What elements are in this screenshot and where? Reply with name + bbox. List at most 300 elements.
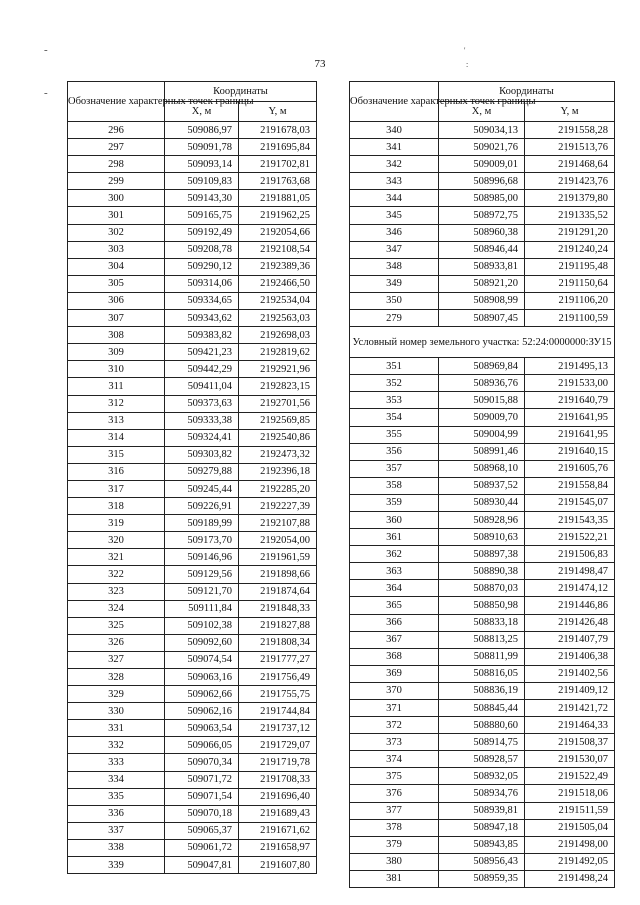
table-row (68, 463, 317, 480)
x-coordinate-cell: 509189,99 (165, 515, 239, 532)
y-coordinate-cell: 2191671,62 (239, 822, 317, 839)
x-coordinate-cell: 508910,63 (439, 529, 525, 546)
table-row (68, 412, 317, 429)
x-coordinate-cell: 509226,91 (165, 498, 239, 515)
table-row (68, 634, 317, 651)
x-coordinate-cell: 509093,14 (165, 156, 239, 173)
table-row (68, 480, 317, 497)
point-number-cell: 349 (350, 275, 439, 292)
point-number-cell: 360 (350, 511, 439, 528)
y-coordinate-cell: 2192823,15 (239, 378, 317, 395)
point-number-cell: 357 (350, 460, 439, 477)
point-number-cell: 298 (68, 156, 165, 173)
header-point-designation: Обозначение характерных точек границы (68, 82, 165, 122)
y-coordinate-cell: 2191605,76 (525, 460, 615, 477)
y-coordinate-cell: 2191881,05 (239, 190, 317, 207)
y-coordinate-cell: 2191696,40 (239, 788, 317, 805)
x-coordinate-cell: 508959,35 (439, 870, 525, 887)
x-coordinate-cell: 508914,75 (439, 734, 525, 751)
table-row (68, 207, 317, 224)
table-row (350, 224, 615, 241)
parcel-note-section (350, 327, 615, 358)
point-number-cell: 309 (68, 344, 165, 361)
point-number-cell: 279 (350, 310, 439, 327)
x-coordinate-cell: 508939,81 (439, 802, 525, 819)
point-number-cell: 316 (68, 463, 165, 480)
point-number-cell: 306 (68, 292, 165, 309)
table-row (68, 173, 317, 190)
y-coordinate-cell: 2192473,32 (239, 446, 317, 463)
x-coordinate-cell: 509343,62 (165, 310, 239, 327)
point-number-cell: 301 (68, 207, 165, 224)
point-number-cell: 315 (68, 446, 165, 463)
y-coordinate-cell: 2191962,25 (239, 207, 317, 224)
point-number-cell: 380 (350, 853, 439, 870)
header-coordinates: Координаты (165, 82, 317, 102)
table-row (350, 310, 615, 327)
point-number-cell: 337 (68, 822, 165, 839)
table-row (350, 460, 615, 477)
table-row (350, 768, 615, 785)
x-coordinate-cell: 508836,19 (439, 682, 525, 699)
table-row (68, 651, 317, 668)
point-number-cell: 342 (350, 156, 439, 173)
y-coordinate-cell: 2191291,20 (525, 224, 615, 241)
y-coordinate-cell: 2191808,34 (239, 634, 317, 651)
point-number-cell: 340 (350, 122, 439, 139)
x-coordinate-cell: 509061,72 (165, 839, 239, 856)
x-coordinate-cell: 509047,81 (165, 857, 239, 874)
y-coordinate-cell: 2192108,54 (239, 241, 317, 258)
table-row (68, 292, 317, 309)
y-coordinate-cell: 2191543,35 (525, 511, 615, 528)
point-number-cell: 297 (68, 139, 165, 156)
point-number-cell: 362 (350, 546, 439, 563)
y-coordinate-cell: 2191558,84 (525, 477, 615, 494)
x-coordinate-cell: 509062,16 (165, 703, 239, 720)
y-coordinate-cell: 2191777,27 (239, 651, 317, 668)
table-row (350, 190, 615, 207)
point-number-cell: 370 (350, 682, 439, 699)
table-row (68, 788, 317, 805)
y-coordinate-cell: 2191756,49 (239, 669, 317, 686)
y-coordinate-cell: 2192396,18 (239, 463, 317, 480)
x-coordinate-cell: 509192,49 (165, 224, 239, 241)
y-coordinate-cell: 2191729,07 (239, 737, 317, 754)
y-coordinate-cell: 2191874,64 (239, 583, 317, 600)
x-coordinate-cell: 509092,60 (165, 634, 239, 651)
table-row (68, 190, 317, 207)
x-coordinate-cell: 509070,18 (165, 805, 239, 822)
x-coordinate-cell: 508932,05 (439, 768, 525, 785)
y-coordinate-cell: 2191678,03 (239, 122, 317, 139)
table-row (68, 258, 317, 275)
x-coordinate-cell: 508968,10 (439, 460, 525, 477)
header-x: X, м (165, 102, 239, 122)
y-coordinate-cell: 2192819,62 (239, 344, 317, 361)
table-row (68, 241, 317, 258)
x-coordinate-cell: 509021,76 (439, 139, 525, 156)
x-coordinate-cell: 509102,38 (165, 617, 239, 634)
x-coordinate-cell: 509034,13 (439, 122, 525, 139)
y-coordinate-cell: 2191695,84 (239, 139, 317, 156)
x-coordinate-cell: 509066,05 (165, 737, 239, 754)
table-row (350, 443, 615, 460)
header-coordinates: Координаты (439, 82, 615, 102)
y-coordinate-cell: 2191495,13 (525, 358, 615, 375)
x-coordinate-cell: 508811,99 (439, 648, 525, 665)
x-coordinate-cell: 508991,46 (439, 443, 525, 460)
x-coordinate-cell: 508930,44 (439, 494, 525, 511)
point-number-cell: 345 (350, 207, 439, 224)
y-coordinate-cell: 2191702,81 (239, 156, 317, 173)
x-coordinate-cell: 508969,84 (439, 358, 525, 375)
x-coordinate-cell: 509063,16 (165, 669, 239, 686)
margin-mark: : (466, 60, 469, 69)
y-coordinate-cell: 2191426,48 (525, 614, 615, 631)
y-coordinate-cell: 2191468,64 (525, 156, 615, 173)
table-row (68, 327, 317, 344)
table-row (350, 682, 615, 699)
x-coordinate-cell: 508907,45 (439, 310, 525, 327)
x-coordinate-cell: 509009,01 (439, 156, 525, 173)
y-coordinate-cell: 2191474,12 (525, 580, 615, 597)
point-number-cell: 299 (68, 173, 165, 190)
table-row (68, 515, 317, 532)
table-row (350, 358, 615, 375)
point-number-cell: 364 (350, 580, 439, 597)
x-coordinate-cell: 509303,82 (165, 446, 239, 463)
y-coordinate-cell: 2191530,07 (525, 751, 615, 768)
x-coordinate-cell: 509383,82 (165, 327, 239, 344)
point-number-cell: 361 (350, 529, 439, 546)
table-row (68, 361, 317, 378)
y-coordinate-cell: 2191640,79 (525, 392, 615, 409)
table-row (68, 224, 317, 241)
y-coordinate-cell: 2191607,80 (239, 857, 317, 874)
header-y: Y, м (239, 102, 317, 122)
y-coordinate-cell: 2191498,47 (525, 563, 615, 580)
y-coordinate-cell: 2191402,56 (525, 665, 615, 682)
x-coordinate-cell: 509442,29 (165, 361, 239, 378)
table-row (68, 275, 317, 292)
x-coordinate-cell: 508960,38 (439, 224, 525, 241)
y-coordinate-cell: 2192698,03 (239, 327, 317, 344)
point-number-cell: 329 (68, 686, 165, 703)
table-row (350, 409, 615, 426)
point-number-cell: 328 (68, 669, 165, 686)
x-coordinate-cell: 509333,38 (165, 412, 239, 429)
table-row (350, 614, 615, 631)
table-row (350, 122, 615, 139)
y-coordinate-cell: 2191522,49 (525, 768, 615, 785)
point-number-cell: 372 (350, 717, 439, 734)
table-row (350, 292, 615, 309)
point-number-cell: 369 (350, 665, 439, 682)
y-coordinate-cell: 2191498,00 (525, 836, 615, 853)
x-coordinate-cell: 509074,54 (165, 651, 239, 668)
point-number-cell: 308 (68, 327, 165, 344)
y-coordinate-cell: 2191106,20 (525, 292, 615, 309)
point-number-cell: 371 (350, 700, 439, 717)
y-coordinate-cell: 2192701,56 (239, 395, 317, 412)
table-row (68, 720, 317, 737)
table-row (68, 686, 317, 703)
point-number-cell: 355 (350, 426, 439, 443)
x-coordinate-cell: 509062,66 (165, 686, 239, 703)
x-coordinate-cell: 509245,44 (165, 480, 239, 497)
table-row (68, 600, 317, 617)
y-coordinate-cell: 2192569,85 (239, 412, 317, 429)
table-row (68, 617, 317, 634)
x-coordinate-cell: 509290,12 (165, 258, 239, 275)
point-number-cell: 373 (350, 734, 439, 751)
y-coordinate-cell: 2191689,43 (239, 805, 317, 822)
x-coordinate-cell: 509004,99 (439, 426, 525, 443)
point-number-cell: 302 (68, 224, 165, 241)
table-row (68, 754, 317, 771)
y-coordinate-cell: 2192540,86 (239, 429, 317, 446)
x-coordinate-cell: 508928,96 (439, 511, 525, 528)
table-row (68, 857, 317, 874)
point-number-cell: 331 (68, 720, 165, 737)
table-row (350, 139, 615, 156)
table-row (350, 802, 615, 819)
point-number-cell: 303 (68, 241, 165, 258)
y-coordinate-cell: 2192534,04 (239, 292, 317, 309)
x-coordinate-cell: 509279,88 (165, 463, 239, 480)
table-row (68, 669, 317, 686)
x-coordinate-cell: 508908,99 (439, 292, 525, 309)
x-coordinate-cell: 509009,70 (439, 409, 525, 426)
x-coordinate-cell: 509129,56 (165, 566, 239, 583)
y-coordinate-cell: 2191708,33 (239, 771, 317, 788)
table-body (350, 358, 615, 888)
y-coordinate-cell: 2191719,78 (239, 754, 317, 771)
x-coordinate-cell: 509143,30 (165, 190, 239, 207)
table-row (350, 819, 615, 836)
x-coordinate-cell: 508890,38 (439, 563, 525, 580)
x-coordinate-cell: 509146,96 (165, 549, 239, 566)
table-row (68, 822, 317, 839)
table-row (68, 532, 317, 549)
point-number-cell: 317 (68, 480, 165, 497)
point-number-cell: 359 (350, 494, 439, 511)
point-number-cell: 312 (68, 395, 165, 412)
point-number-cell: 318 (68, 498, 165, 515)
y-coordinate-cell: 2191506,83 (525, 546, 615, 563)
x-coordinate-cell: 508845,44 (439, 700, 525, 717)
margin-mark: - (44, 44, 48, 56)
table-row (350, 870, 615, 887)
table-row (350, 546, 615, 563)
y-coordinate-cell: 2191961,59 (239, 549, 317, 566)
y-coordinate-cell: 2191518,06 (525, 785, 615, 802)
y-coordinate-cell: 2191240,24 (525, 241, 615, 258)
point-number-cell: 321 (68, 549, 165, 566)
point-number-cell: 381 (350, 870, 439, 887)
point-number-cell: 338 (68, 839, 165, 856)
header-x: X, м (439, 102, 525, 122)
x-coordinate-cell: 508928,57 (439, 751, 525, 768)
table-row (68, 156, 317, 173)
y-coordinate-cell: 2191508,37 (525, 734, 615, 751)
x-coordinate-cell: 509071,72 (165, 771, 239, 788)
x-coordinate-cell: 509314,06 (165, 275, 239, 292)
point-number-cell: 339 (68, 857, 165, 874)
x-coordinate-cell: 508921,20 (439, 275, 525, 292)
y-coordinate-cell: 2191464,33 (525, 717, 615, 734)
table-row (350, 648, 615, 665)
table-row (68, 771, 317, 788)
y-coordinate-cell: 2191533,00 (525, 375, 615, 392)
table-row (68, 446, 317, 463)
point-number-cell: 334 (68, 771, 165, 788)
point-number-cell: 300 (68, 190, 165, 207)
point-number-cell: 367 (350, 631, 439, 648)
x-coordinate-cell: 508956,43 (439, 853, 525, 870)
point-number-cell: 323 (68, 583, 165, 600)
table-row (350, 665, 615, 682)
point-number-cell: 354 (350, 409, 439, 426)
table-row (350, 173, 615, 190)
x-coordinate-cell: 508972,75 (439, 207, 525, 224)
page-number: 73 (314, 58, 326, 70)
point-number-cell: 350 (350, 292, 439, 309)
table-body (68, 122, 317, 874)
x-coordinate-cell: 509334,65 (165, 292, 239, 309)
y-coordinate-cell: 2192227,39 (239, 498, 317, 515)
y-coordinate-cell: 2191421,72 (525, 700, 615, 717)
point-number-cell: 307 (68, 310, 165, 327)
table-row (350, 700, 615, 717)
y-coordinate-cell: 2191335,52 (525, 207, 615, 224)
point-number-cell: 351 (350, 358, 439, 375)
coordinates-table-right (349, 81, 615, 888)
point-number-cell: 304 (68, 258, 165, 275)
point-number-cell: 310 (68, 361, 165, 378)
table-row (68, 566, 317, 583)
y-coordinate-cell: 2191407,79 (525, 631, 615, 648)
y-coordinate-cell: 2192563,03 (239, 310, 317, 327)
point-number-cell: 305 (68, 275, 165, 292)
table-row (68, 139, 317, 156)
table-row (350, 631, 615, 648)
table-row (68, 498, 317, 515)
point-number-cell: 344 (350, 190, 439, 207)
table-row (68, 378, 317, 395)
point-number-cell: 341 (350, 139, 439, 156)
table-row (350, 853, 615, 870)
x-coordinate-cell: 508936,76 (439, 375, 525, 392)
table-row (68, 429, 317, 446)
y-coordinate-cell: 2191522,21 (525, 529, 615, 546)
x-coordinate-cell: 508813,25 (439, 631, 525, 648)
y-coordinate-cell: 2191545,07 (525, 494, 615, 511)
point-number-cell: 322 (68, 566, 165, 583)
point-number-cell: 374 (350, 751, 439, 768)
y-coordinate-cell: 2191406,38 (525, 648, 615, 665)
x-coordinate-cell: 508934,76 (439, 785, 525, 802)
point-number-cell: 324 (68, 600, 165, 617)
y-coordinate-cell: 2191100,59 (525, 310, 615, 327)
margin-mark: - (44, 87, 48, 99)
point-number-cell: 296 (68, 122, 165, 139)
x-coordinate-cell: 508897,38 (439, 546, 525, 563)
x-coordinate-cell: 509208,78 (165, 241, 239, 258)
x-coordinate-cell: 508850,98 (439, 597, 525, 614)
table-row (350, 836, 615, 853)
table-row (68, 344, 317, 361)
point-number-cell: 348 (350, 258, 439, 275)
y-coordinate-cell: 2191492,05 (525, 853, 615, 870)
y-coordinate-cell: 2191505,04 (525, 819, 615, 836)
x-coordinate-cell: 509070,34 (165, 754, 239, 771)
table-row (68, 805, 317, 822)
x-coordinate-cell: 509063,54 (165, 720, 239, 737)
y-coordinate-cell: 2192054,00 (239, 532, 317, 549)
table-row (68, 395, 317, 412)
table-row (350, 563, 615, 580)
x-coordinate-cell: 508933,81 (439, 258, 525, 275)
table-row (68, 549, 317, 566)
y-coordinate-cell: 2191423,76 (525, 173, 615, 190)
y-coordinate-cell: 2191498,24 (525, 870, 615, 887)
y-coordinate-cell: 2191848,33 (239, 600, 317, 617)
point-number-cell: 375 (350, 768, 439, 785)
x-coordinate-cell: 508996,68 (439, 173, 525, 190)
x-coordinate-cell: 508833,18 (439, 614, 525, 631)
table-row (350, 717, 615, 734)
x-coordinate-cell: 509165,75 (165, 207, 239, 224)
point-number-cell: 365 (350, 597, 439, 614)
y-coordinate-cell: 2191641,95 (525, 426, 615, 443)
point-number-cell: 346 (350, 224, 439, 241)
y-coordinate-cell: 2191558,28 (525, 122, 615, 139)
y-coordinate-cell: 2192107,88 (239, 515, 317, 532)
table-row (68, 737, 317, 754)
table-row (350, 275, 615, 292)
y-coordinate-cell: 2191763,68 (239, 173, 317, 190)
y-coordinate-cell: 2192054,66 (239, 224, 317, 241)
table-row (350, 785, 615, 802)
y-coordinate-cell: 2192921,96 (239, 361, 317, 378)
header-point-designation: Обозначение характерных точек границы (350, 82, 439, 122)
point-number-cell: 379 (350, 836, 439, 853)
y-coordinate-cell: 2191513,76 (525, 139, 615, 156)
point-number-cell: 363 (350, 563, 439, 580)
x-coordinate-cell: 509071,54 (165, 788, 239, 805)
x-coordinate-cell: 509065,37 (165, 822, 239, 839)
x-coordinate-cell: 509421,23 (165, 344, 239, 361)
x-coordinate-cell: 509015,88 (439, 392, 525, 409)
table-row (350, 258, 615, 275)
margin-mark: ' (464, 46, 466, 55)
point-number-cell: 333 (68, 754, 165, 771)
table-row (350, 597, 615, 614)
point-number-cell: 330 (68, 703, 165, 720)
point-number-cell: 327 (68, 651, 165, 668)
y-coordinate-cell: 2191409,12 (525, 682, 615, 699)
table-row (350, 580, 615, 597)
point-number-cell: 352 (350, 375, 439, 392)
point-number-cell: 335 (68, 788, 165, 805)
point-number-cell: 378 (350, 819, 439, 836)
y-coordinate-cell: 2191827,88 (239, 617, 317, 634)
table-row (350, 734, 615, 751)
point-number-cell: 358 (350, 477, 439, 494)
coordinates-table-left (67, 81, 317, 874)
